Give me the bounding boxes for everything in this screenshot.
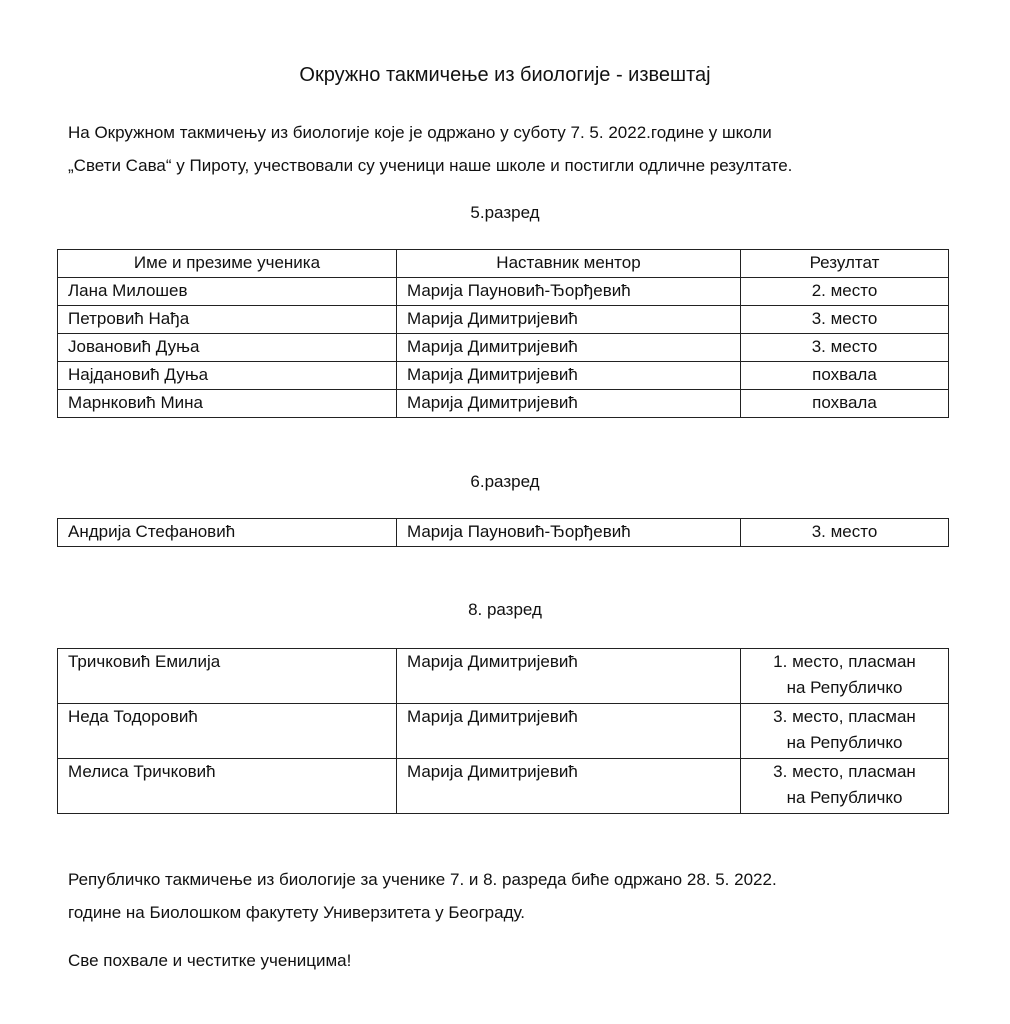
table-row: [58, 278, 949, 306]
result-line-2: на Републичко: [786, 733, 903, 752]
grade-6-heading: 6.разред: [470, 472, 540, 491]
mentor-cell: Марија Димитријевић: [397, 390, 741, 418]
congratulations-text: Све похвале и честитке ученицима!: [68, 951, 352, 970]
result-cell: [741, 649, 949, 704]
intro-line-2: „Свети Сава“ у Пироту, учествовали су ученици наше школе и постигли одличне резултате.: [68, 156, 793, 175]
result-cell: [741, 704, 949, 759]
grade-6-table: [57, 518, 949, 547]
table-row: [58, 362, 949, 390]
result-cell: [741, 759, 949, 814]
student-cell: Андрија Стефановић: [58, 519, 397, 547]
mentor-cell: Марија Димитријевић: [397, 649, 741, 704]
table-row: [58, 759, 949, 814]
closing-line-1: Републичко такмичење из биологије за ученике 7. и 8. разреда биће одржано 28. 5. 2022.: [68, 870, 777, 889]
table-row: [58, 306, 949, 334]
column-header-result: Резултат: [741, 250, 949, 278]
result-line-1: 3. место, пласман: [773, 762, 916, 781]
result-line-2: на Републичко: [786, 788, 903, 807]
student-cell: Мелиса Тричковић: [58, 759, 397, 814]
table-row: [58, 390, 949, 418]
result-line-2: на Републичко: [786, 678, 903, 697]
result-line-1: 1. место, пласман: [773, 652, 916, 671]
student-cell: Неда Тодоровић: [58, 704, 397, 759]
table-row: [58, 704, 949, 759]
result-line-1: 3. место, пласман: [773, 707, 916, 726]
student-cell: Петровић Нађа: [58, 306, 397, 334]
result-cell: 3. место: [741, 334, 949, 362]
grade-8-table: [57, 648, 949, 814]
closing-line-2: године на Биолошком факутету Универзитета у Београду.: [68, 903, 526, 922]
student-cell: Тричковић Емилија: [58, 649, 397, 704]
intro-paragraph: [68, 116, 968, 182]
mentor-cell: Марија Димитријевић: [397, 704, 741, 759]
mentor-cell: Марија Димитријевић: [397, 759, 741, 814]
mentor-cell: Марија Димитријевић: [397, 306, 741, 334]
mentor-cell: Марија Пауновић-Ђорђевић: [397, 278, 741, 306]
student-cell: Јовановић Дуња: [58, 334, 397, 362]
result-cell: 3. место: [741, 519, 949, 547]
result-cell: похвала: [741, 362, 949, 390]
result-cell: 2. место: [741, 278, 949, 306]
intro-line-1: На Окружном такмичењу из биологије које је одржано у суботу 7. 5. 2022.године у школи: [68, 123, 772, 142]
result-cell: 3. место: [741, 306, 949, 334]
mentor-cell: Марија Димитријевић: [397, 334, 741, 362]
column-header-student: Име и презиме ученика: [58, 250, 397, 278]
table-row: [58, 649, 949, 704]
student-cell: Најдановић Дуња: [58, 362, 397, 390]
table-header-row: [58, 250, 949, 278]
grade-8-heading: 8. разред: [468, 600, 542, 619]
column-header-mentor: Наставник ментор: [397, 250, 741, 278]
result-cell: похвала: [741, 390, 949, 418]
mentor-cell: Марија Димитријевић: [397, 362, 741, 390]
table-row: [58, 519, 949, 547]
student-cell: Марнковић Мина: [58, 390, 397, 418]
mentor-cell: Марија Пауновић-Ђорђевић: [397, 519, 741, 547]
student-cell: Лана Милошев: [58, 278, 397, 306]
closing-paragraph: [68, 863, 968, 929]
document-title: Окружно такмичење из биологије - извештај: [299, 64, 711, 86]
grade-5-table: [57, 249, 949, 418]
grade-5-heading: 5.разред: [470, 203, 540, 222]
table-row: [58, 334, 949, 362]
